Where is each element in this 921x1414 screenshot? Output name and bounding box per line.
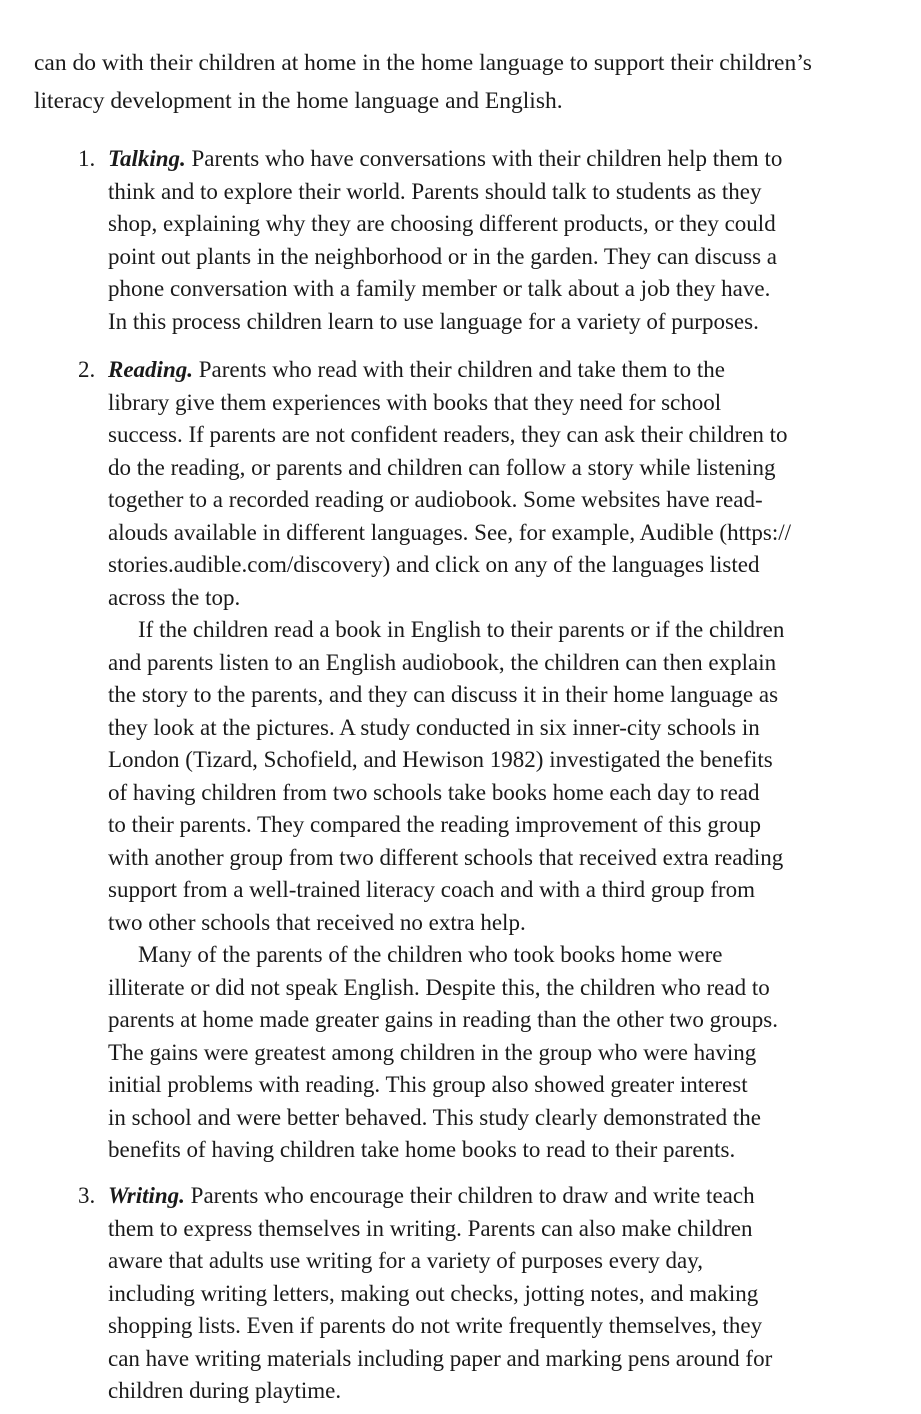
- list-item-text: Parents who have conversations with their children help them to think and to explore their world. Parents should talk to students as they shop, explaining why they are choosing different products, or they could point out plants in the neighborhood or in the garden. They can discuss a phone conversation with a family member or talk about a job they have. In this process children learn to use language for a variety of purposes.: [108, 146, 783, 334]
- list-item-text: Parents who read with their children and take them to the library give them experiences with books that they need for school success. If parents are not confident readers, they can ask their children to do the reading, or parents and children can follow a story while listening together to a recorded reading or audiobook. Some websites have read- alouds available in different languages. See, for example, Audible (https:// stories.audible.com/discovery) and click on any of the languages listed across the top.: [108, 357, 791, 610]
- list-item-paragraph: [108, 1180, 883, 1408]
- list-item-body: [108, 354, 883, 1167]
- list-item-number: 1.: [78, 146, 96, 171]
- list-item-paragraph: If the children read a book in English to their parents or if the children and parents listen to an English audiobook, the children can then explain the story to the parents, and they can discuss it in their home language as they look at the pictures. A study conducted in six inner-city schools in London (Tizard, Schofield, and Hewison 1982) investigated the benefits of having children from two schools take books home each day to read to their parents. They compared the reading improvement of this group with another group from two different schools that received extra reading support from a well-trained literacy coach and with a third group from two other schools that received no extra help.: [108, 617, 785, 935]
- list-item-term: Talking.: [108, 146, 186, 171]
- list-item-number: 3.: [78, 1183, 96, 1208]
- list-item-term: Reading.: [108, 357, 193, 382]
- list-item-body: [108, 143, 883, 338]
- list-item-paragraph: Many of the parents of the children who took books home were illiterate or did not speak English. Despite this, the children who read to parents at home made greater gains in reading than the other two groups. The gains were greatest among children in the group who were having initial problems with reading. This group also showed greater interest in school and were better behaved. This study clearly demonstrated the benefits of having children take home books to read to their parents.: [108, 942, 778, 1162]
- intro-paragraph: can do with their children at home in the home language to support their children’s literacy development in the home language and English.: [34, 50, 812, 114]
- list-item-number: 2.: [78, 357, 96, 382]
- list-item-term: Writing.: [108, 1183, 185, 1208]
- list-item-paragraph: [108, 143, 883, 338]
- list-item-body: [108, 1180, 883, 1408]
- list-item-text: Parents who encourage their children to draw and write teach them to express themselves in writing. Parents can also make children aware that adults use writing for a variety of purposes every day, including writing letters, making out checks, jotting notes, and making shopping lists. Even if parents do not write frequently themselves, they can have writing materials including paper and marking pens around for children during playtime.: [108, 1183, 773, 1403]
- list-item-paragraph: [108, 354, 883, 614]
